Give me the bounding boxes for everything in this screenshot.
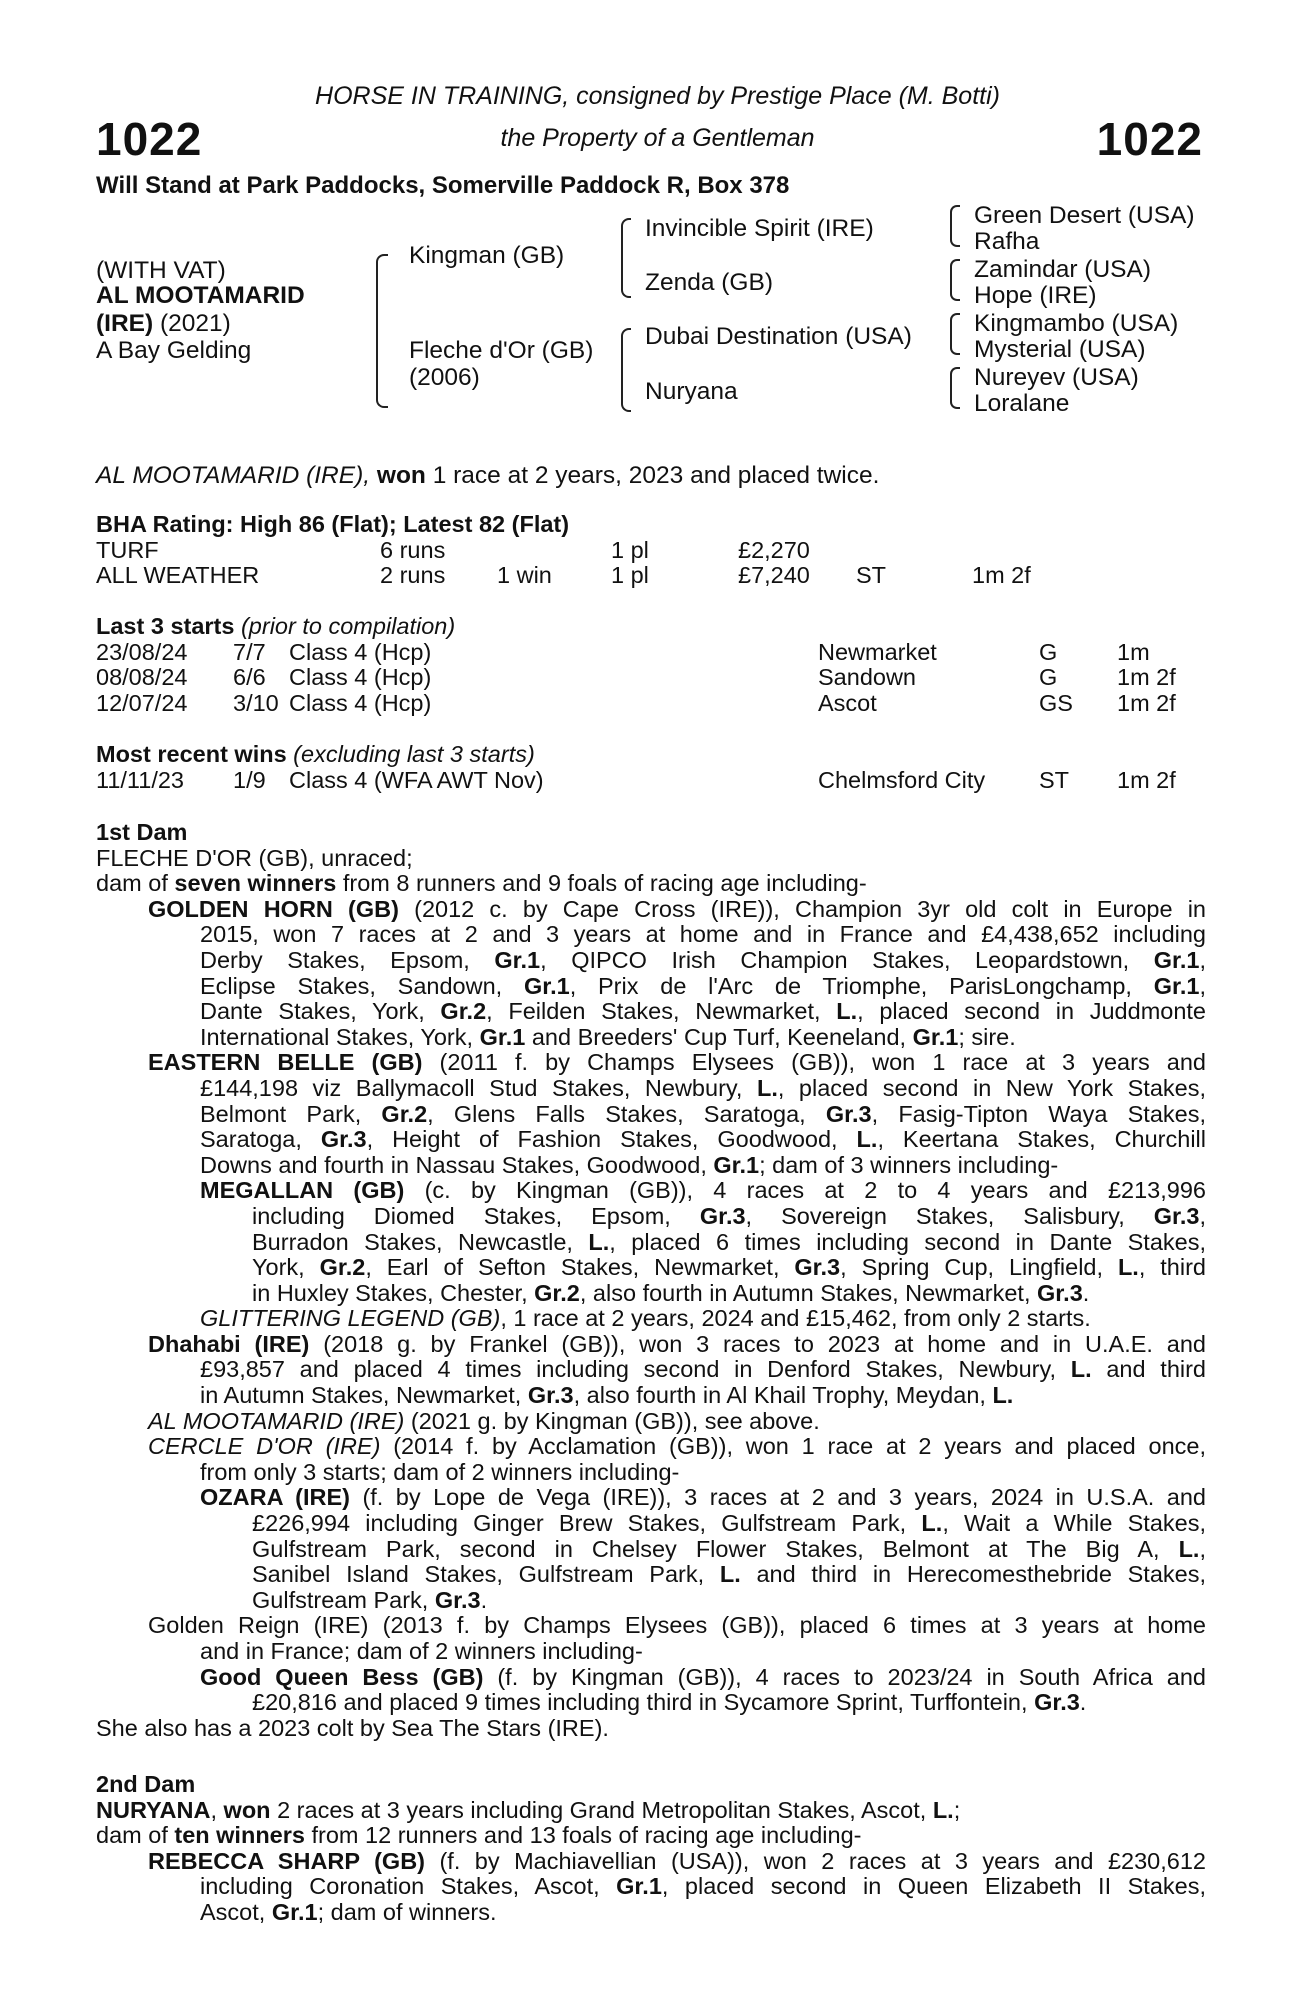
pedigree-brace-g3 xyxy=(950,313,960,355)
first-dam-progeny-line: £226,994 including Ginger Brew Stakes, Gulfstream Park, L., Wait a While Stakes, xyxy=(252,1510,1206,1537)
pedigree-brace-sire xyxy=(621,218,631,298)
first-dam-body xyxy=(96,846,1206,1742)
second-dam-body xyxy=(96,1798,1206,1926)
first-dam-progeny-line: Gulfstream Park, Gr.3. xyxy=(252,1586,488,1613)
second-dam-progeny-line: including Coronation Stakes, Ascot, Gr.1, placed second in Queen Elizabeth II Stakes, xyxy=(200,1873,1206,1900)
vat-note: (WITH VAT) xyxy=(96,257,226,284)
consignor-line: HORSE IN TRAINING, consigned by Prestige Place (M. Botti) xyxy=(315,82,1000,110)
last-start-race: Class 4 (Hcp) xyxy=(289,689,432,716)
first-dam-progeny-line: Saratoga, Gr.3, Height of Fashion Stakes, Goodwood, L., Keertana Stakes, Churchill xyxy=(200,1126,1206,1153)
recent-win-date: 11/11/23 xyxy=(96,766,184,793)
last-start-course: Sandown xyxy=(818,664,916,691)
last-start-distance: 1m 2f xyxy=(1117,689,1176,716)
last-start-course: Ascot xyxy=(818,689,877,716)
last-start-going: GS xyxy=(1039,689,1073,716)
recent-win-distance: 1m 2f xyxy=(1117,766,1176,793)
pedigree-g4: Hope (IRE) xyxy=(974,282,1097,309)
recent-wins-rows xyxy=(96,768,1206,794)
last-start-going: G xyxy=(1039,664,1058,691)
last-start-date: 08/08/24 xyxy=(96,664,188,691)
pedigree-sire-dam: Zenda (GB) xyxy=(645,269,773,296)
recent-wins-heading: Most recent wins (excluding last 3 starts) xyxy=(96,741,535,767)
horse-description: A Bay Gelding xyxy=(96,337,252,364)
rating-row-all-weather: ALL WEATHER 2 runs 1 win 1 pl £7,240 ST 1m 2f xyxy=(96,562,1031,589)
rating-block xyxy=(96,512,1206,589)
first-dam-progeny-line: Eclipse Stakes, Sandown, Gr.1, Prix de l'Arc de Triomphe, ParisLongchamp, Gr.1, xyxy=(200,972,1206,999)
pedigree-dam-sire: Dubai Destination (USA) xyxy=(645,323,912,350)
rating-row-turf: TURF 6 runs 1 pl £2,270 xyxy=(96,536,810,563)
pedigree-g6: Mysterial (USA) xyxy=(974,336,1146,363)
second-dam-progeny-line: Ascot, Gr.1; dam of winners. xyxy=(200,1898,497,1925)
first-dam-progeny-line: Golden Reign (IRE) (2013 f. by Champs Elysees (GB)), placed 6 times at 3 years at home xyxy=(148,1612,1206,1639)
first-dam-progeny-line: Good Queen Bess (GB) (f. by Kingman (GB)), 4 races to 2023/24 in South Africa and xyxy=(200,1663,1206,1690)
pedigree-sire: Kingman (GB) xyxy=(409,242,565,269)
last-start-pos: 3/10 xyxy=(233,689,279,716)
first-dam-progeny-line: GLITTERING LEGEND (GB), 1 race at 2 years, 2024 and £15,462, from only 2 starts. xyxy=(200,1305,1091,1332)
first-dam-progeny-line: GOLDEN HORN (GB) (2012 c. by Cape Cross (IRE)), Champion 3yr old colt in Europe in xyxy=(148,895,1207,922)
last-starts-block xyxy=(96,614,1206,716)
first-dam-progeny-line: in Huxley Stakes, Chester, Gr.2, also fourth in Autumn Stakes, Newmarket, Gr.3. xyxy=(252,1279,1090,1306)
first-dam-progeny-line: OZARA (IRE) (f. by Lope de Vega (IRE)), 3 races at 2 and 3 years, 2024 in U.S.A. and xyxy=(200,1484,1207,1511)
last-start-date: 12/07/24 xyxy=(96,689,188,716)
last-start-distance: 1m xyxy=(1117,638,1150,665)
pedigree-g5: Kingmambo (USA) xyxy=(974,310,1179,337)
pedigree-dam: Fleche d'Or (GB) xyxy=(409,337,594,364)
first-dam-line: dam of seven winners from 8 runners and 9 foals of racing age including- xyxy=(96,870,867,897)
lot-number-right: 1022 xyxy=(1096,113,1203,165)
first-dam-progeny-line: in Autumn Stakes, Newmarket, Gr.3, also fourth in Al Khail Trophy, Meydan, L. xyxy=(200,1382,1014,1409)
first-dam-progeny-line: and in France; dam of 2 winners including- xyxy=(200,1638,643,1664)
last-start-row xyxy=(96,691,1206,717)
first-dam-progeny-line: CERCLE D'OR (IRE) (2014 f. by Acclamation (GB)), won 1 race at 2 years and placed once, xyxy=(148,1433,1206,1460)
horse-name: AL MOOTAMARID xyxy=(96,282,305,309)
property-line: the Property of a Gentleman xyxy=(500,124,815,152)
last-start-course: Newmarket xyxy=(818,638,937,665)
first-dam-progeny-line: £20,816 and placed 9 times including third in Sycamore Sprint, Turffontein, Gr.3. xyxy=(252,1689,1087,1716)
last-start-going: G xyxy=(1039,638,1058,665)
first-dam-progeny-line: AL MOOTAMARID (IRE) (2021 g. by Kingman (GB)), see above. xyxy=(148,1407,820,1434)
last-start-row xyxy=(96,665,1206,691)
first-dam-progeny-line: £93,857 and placed 4 times including second in Denford Stakes, Newbury, L. and third xyxy=(200,1356,1207,1383)
pedigree-dam-year: (2006) xyxy=(409,364,480,391)
last-start-distance: 1m 2f xyxy=(1117,664,1176,691)
first-dam-progeny-line: Downs and fourth in Nassau Stakes, Goodwood, Gr.1; dam of 3 winners including- xyxy=(200,1151,1059,1178)
recent-win-pos: 1/9 xyxy=(233,766,266,793)
first-dam-section xyxy=(96,820,1206,1741)
first-dam-progeny-line: including Diomed Stakes, Epsom, Gr.3, Sovereign Stakes, Salisbury, Gr.3, xyxy=(252,1202,1206,1229)
last-start-date: 23/08/24 xyxy=(96,638,188,665)
last-start-pos: 7/7 xyxy=(233,638,266,665)
first-dam-progeny-line: Burradon Stakes, Newcastle, L., placed 6 times including second in Dante Stakes, xyxy=(252,1228,1207,1255)
first-dam-progeny-line: Gulfstream Park, second in Chelsey Flower Stakes, Belmont at The Big A, L., xyxy=(252,1535,1206,1562)
pedigree-g2: Rafha xyxy=(974,228,1040,255)
pedigree-g7: Nureyev (USA) xyxy=(974,364,1139,391)
second-dam-section xyxy=(96,1772,1206,1926)
first-dam-progeny-line: Dante Stakes, York, Gr.2, Feilden Stakes, Newmarket, L., placed second in Juddmonte xyxy=(200,998,1207,1025)
first-dam-progeny-line: Dhahabi (IRE) (2018 g. by Frankel (GB)), won 3 races to 2023 at home and in U.A.E. and xyxy=(148,1330,1206,1357)
pedigree-brace-g4 xyxy=(950,367,960,409)
last-starts-rows xyxy=(96,640,1206,717)
first-dam-progeny-line: International Stakes, York, Gr.1 and Breeders' Cup Turf, Keeneland, Gr.1; sire. xyxy=(200,1023,1016,1050)
first-dam-progeny-line: EASTERN BELLE (GB) (2011 f. by Champs Elysees (GB)), won 1 race at 3 years and xyxy=(148,1049,1206,1076)
pedigree-g1: Green Desert (USA) xyxy=(974,202,1195,229)
first-dam-progeny-line: from only 3 starts; dam of 2 winners including- xyxy=(200,1458,680,1485)
horse-year: (2021) xyxy=(153,310,231,337)
horse-country: (IRE) xyxy=(96,310,154,337)
last-start-pos: 6/6 xyxy=(233,664,266,691)
stand-location: Will Stand at Park Paddocks, Somerville Paddock R, Box 378 xyxy=(96,172,790,199)
pedigree-brace-main xyxy=(376,254,388,408)
first-dam-progeny-line: She also has a 2023 colt by Sea The Stars (IRE). xyxy=(96,1714,609,1741)
pedigree-sire-sire: Invincible Spirit (IRE) xyxy=(645,215,874,242)
recent-win-row xyxy=(96,768,1206,794)
second-dam-line: NURYANA, won 2 races at 3 years including Grand Metropolitan Stakes, Ascot, L.; xyxy=(96,1796,961,1823)
recent-win-course: Chelmsford City xyxy=(818,766,986,793)
horse-name-suffix-line xyxy=(96,310,231,338)
first-dam-progeny-line: Belmont Park, Gr.2, Glens Falls Stakes, Saratoga, Gr.3, Fasig-Tipton Waya Stakes, xyxy=(200,1100,1206,1127)
pedigree-g8: Loralane xyxy=(974,390,1070,417)
first-dam-progeny-line: Derby Stakes, Epsom, Gr.1, QIPCO Irish Champion Stakes, Leopardstown, Gr.1, xyxy=(200,946,1206,973)
second-dam-progeny-line: REBECCA SHARP (GB) (f. by Machiavellian (USA)), won 2 races at 3 years and £230,612 xyxy=(148,1847,1206,1874)
recent-wins-block xyxy=(96,742,1206,793)
last-starts-heading: Last 3 starts (prior to compilation) xyxy=(96,613,456,639)
last-start-row xyxy=(96,640,1206,666)
second-dam-title: 2nd Dam xyxy=(96,1771,196,1797)
pedigree-brace-g2 xyxy=(950,259,960,301)
first-dam-progeny-line: MEGALLAN (GB) (c. by Kingman (GB)), 4 races at 2 to 4 years and £213,996 xyxy=(200,1177,1206,1204)
pedigree-g3: Zamindar (USA) xyxy=(974,256,1151,283)
first-dam-progeny-line: £144,198 viz Ballymacoll Stud Stakes, Newbury, L., placed second in New York Stakes, xyxy=(200,1074,1206,1101)
last-start-race: Class 4 (Hcp) xyxy=(289,664,432,691)
rating-title: BHA Rating: High 86 (Flat); Latest 82 (Flat) xyxy=(96,511,570,537)
first-dam-progeny-line: 2015, won 7 races at 2 and 3 years at home and in France and £4,438,652 including xyxy=(200,921,1206,948)
pedigree-brace-dam xyxy=(621,328,631,412)
first-dam-progeny-line: Sanibel Island Stakes, Gulfstream Park, L. and third in Herecomesthebride Stakes, xyxy=(252,1561,1206,1588)
recent-win-going: ST xyxy=(1039,766,1070,793)
last-start-race: Class 4 (Hcp) xyxy=(289,638,432,665)
recent-win-race: Class 4 (WFA AWT Nov) xyxy=(289,766,544,793)
pedigree-brace-g1 xyxy=(950,205,960,247)
race-summary: AL MOOTAMARID (IRE), won 1 race at 2 years, 2023 and placed twice. xyxy=(96,462,880,489)
first-dam-title: 1st Dam xyxy=(96,819,188,845)
pedigree-dam-dam: Nuryana xyxy=(645,378,738,405)
lot-number-left: 1022 xyxy=(96,113,203,165)
second-dam-line: dam of ten winners from 12 runners and 13 foals of racing age including- xyxy=(96,1822,862,1849)
first-dam-line: FLECHE D'OR (GB), unraced; xyxy=(96,844,413,871)
first-dam-progeny-line: York, Gr.2, Earl of Sefton Stakes, Newmarket, Gr.3, Spring Cup, Lingfield, L., third xyxy=(252,1254,1206,1281)
